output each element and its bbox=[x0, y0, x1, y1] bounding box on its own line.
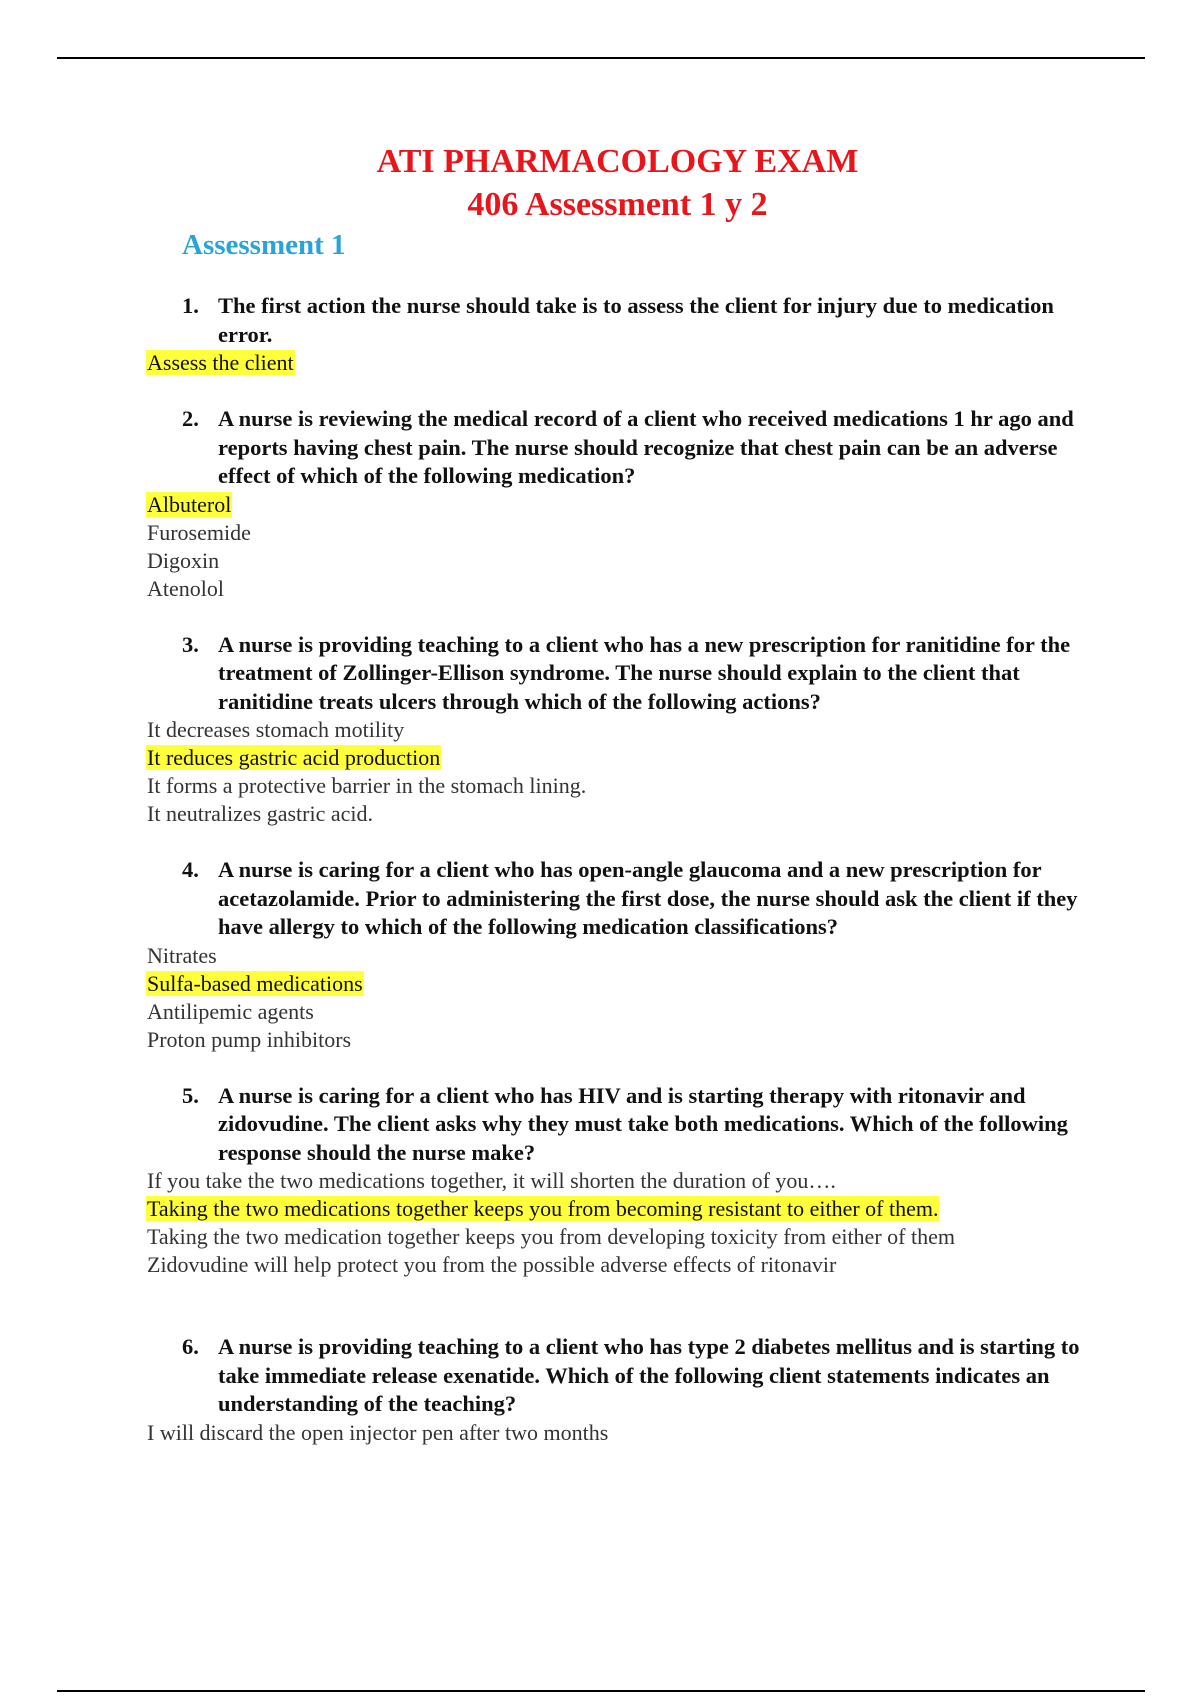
top-rule bbox=[57, 57, 1145, 59]
question-number: 6. bbox=[182, 1334, 199, 1359]
question-stem bbox=[146, 292, 1106, 349]
answer-option bbox=[146, 547, 1106, 575]
question-stem bbox=[146, 631, 1106, 717]
answer-option bbox=[146, 1419, 1106, 1447]
question-item bbox=[146, 405, 1106, 603]
answer-option-highlighted bbox=[146, 491, 1106, 519]
answer-option-text: It neutralizes gastric acid. bbox=[147, 801, 374, 826]
question-number: 3. bbox=[182, 631, 199, 657]
question-stem bbox=[146, 856, 1106, 942]
answer-option bbox=[146, 716, 1106, 744]
document-title: ATI PHARMACOLOGY EXAM bbox=[376, 143, 859, 180]
answer-option bbox=[146, 1251, 1106, 1279]
answer-option bbox=[146, 575, 1106, 603]
answer-option bbox=[146, 1223, 1106, 1251]
answer-option-text: Nitrates bbox=[147, 942, 217, 968]
question-text: A nurse is caring for a client who has HIV and is starting therapy with ritonavir and zidovudine. The client asks why they must take both medications. Which of the following response should the nurse make? bbox=[218, 1082, 1068, 1165]
question-number-cell bbox=[146, 292, 218, 349]
answer-option-text: Atenolol bbox=[147, 575, 224, 601]
answer-option-highlighted bbox=[146, 349, 1106, 377]
answer-option-text: If you take the two medications together, it will shorten the duration of you…. bbox=[147, 1168, 836, 1193]
answer-option bbox=[146, 942, 1106, 970]
question-number-cell bbox=[146, 856, 218, 942]
question-number: 1. bbox=[182, 293, 199, 318]
answer-option-text: It forms a protective barrier in the stomach lining. bbox=[147, 773, 587, 798]
answer-option-text: It decreases stomach motility bbox=[147, 717, 405, 742]
answer-option-text: I will discard the open injector pen after two months bbox=[147, 1419, 609, 1445]
question-number-cell bbox=[146, 1333, 218, 1419]
question-item bbox=[146, 1333, 1106, 1447]
question-item bbox=[146, 631, 1106, 829]
section-heading: Assessment 1 bbox=[182, 229, 346, 261]
title-block bbox=[0, 140, 1200, 226]
bottom-rule bbox=[57, 1690, 1145, 1692]
question-number-cell bbox=[146, 405, 218, 491]
answer-option-text: Furosemide bbox=[147, 519, 251, 545]
question-item bbox=[146, 292, 1106, 377]
document-subtitle: 406 Assessment 1 y 2 bbox=[467, 186, 768, 223]
question-text: A nurse is providing teaching to a client who has type 2 diabetes mellitus and is starting to take immediate release exenatide. Which of the following client statements indicates an understanding of the teaching? bbox=[218, 1334, 1080, 1416]
answer-option-highlighted bbox=[146, 970, 1106, 998]
answer-option-text: Assess the client bbox=[147, 350, 294, 375]
question-item bbox=[146, 856, 1106, 1054]
answer-option-text: It reduces gastric acid production bbox=[147, 745, 441, 770]
answer-option bbox=[146, 772, 1106, 800]
question-stem bbox=[146, 405, 1106, 491]
question-number: 2. bbox=[182, 406, 199, 431]
answer-option bbox=[146, 1026, 1106, 1054]
answer-option-text: Antilipemic agents bbox=[147, 998, 314, 1024]
question-stem bbox=[146, 1082, 1106, 1168]
question-number: 4. bbox=[182, 857, 199, 882]
answer-option-highlighted bbox=[146, 744, 1106, 772]
answer-option bbox=[146, 998, 1106, 1026]
answer-option-text: Taking the two medication together keeps you from developing toxicity from either of them bbox=[147, 1224, 955, 1249]
question-text: A nurse is caring for a client who has open-angle glaucoma and a new prescription for acetazolamide. Prior to administering the first dose, the nurse should ask the client if they have allergy to which of the following medication classifications? bbox=[218, 857, 1078, 939]
answer-option-text: Zidovudine will help protect you from the possible adverse effects of ritonavir bbox=[147, 1252, 837, 1277]
question-number-cell bbox=[146, 1082, 218, 1168]
answer-option-text: Proton pump inhibitors bbox=[147, 1026, 352, 1052]
question-stem bbox=[146, 1333, 1106, 1419]
answer-option-text: Digoxin bbox=[147, 547, 220, 573]
question-number-cell bbox=[146, 631, 218, 717]
question-text: The first action the nurse should take is to assess the client for injury due to medication error. bbox=[218, 293, 1054, 347]
answer-option-text: Taking the two medications together keeps you from becoming resistant to either of them. bbox=[147, 1196, 939, 1221]
answer-option bbox=[146, 1167, 1106, 1195]
question-number: 5. bbox=[182, 1082, 199, 1108]
question-text: A nurse is reviewing the medical record of a client who received medications 1 hr ago and reports having chest pain. The nurse should recognize that chest pain can be an adverse effect of which of the following medication? bbox=[218, 406, 1074, 488]
answer-option bbox=[146, 519, 1106, 547]
question-text: A nurse is providing teaching to a client who has a new prescription for ranitidine for the treatment of Zollinger-Ellison syndrome. The nurse should explain to the client that ranitidine treats ulcers through which of the following actions? bbox=[218, 631, 1071, 714]
answer-option-text: Sulfa-based medications bbox=[147, 970, 363, 996]
question-item bbox=[146, 1082, 1106, 1280]
answer-option-text: Albuterol bbox=[147, 491, 232, 517]
answer-option bbox=[146, 800, 1106, 828]
answer-option-highlighted bbox=[146, 1195, 1106, 1223]
question-list bbox=[146, 292, 1106, 1475]
